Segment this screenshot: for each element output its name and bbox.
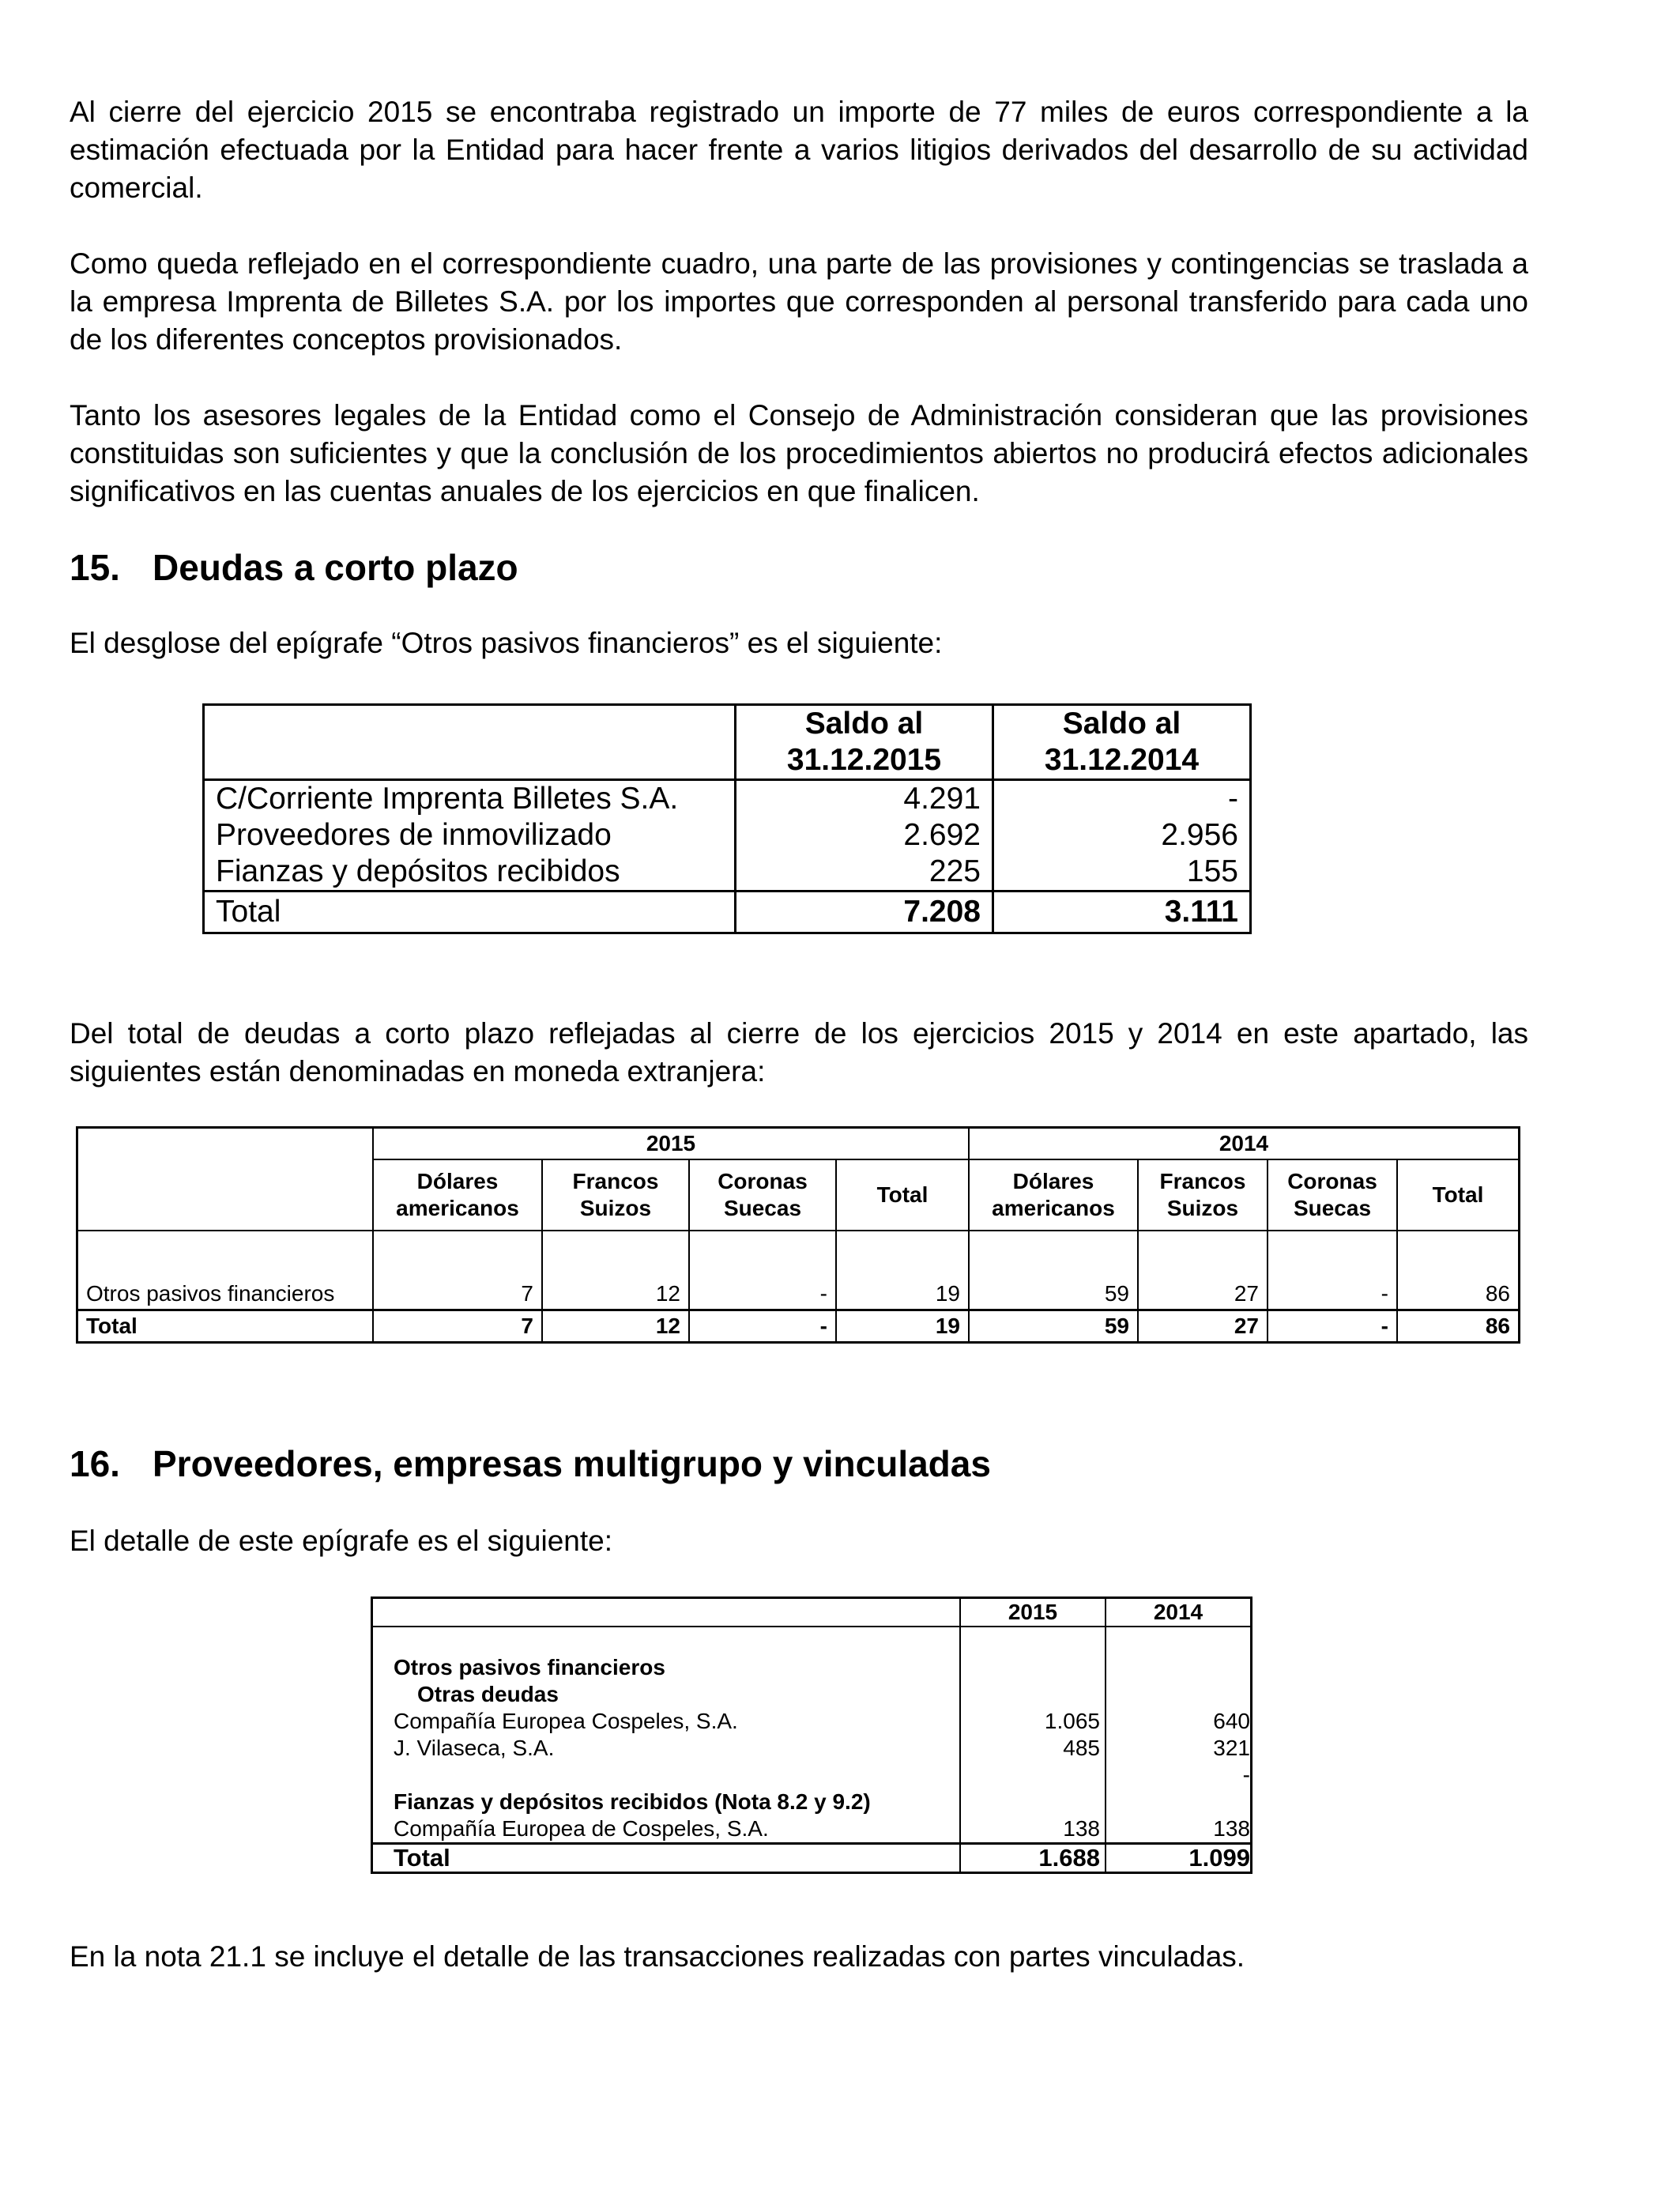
header-2015: 2015 bbox=[960, 1598, 1106, 1627]
section-title: Proveedores, empresas multigrupo y vinculadas bbox=[153, 1443, 991, 1484]
paragraph-desglose: El desglose del epígrafe “Otros pasivos financieros” es el siguiente: bbox=[70, 627, 943, 659]
header-year-2015: 2015 bbox=[373, 1128, 969, 1160]
table-row: J. Vilaseca, S.A. 485 321 bbox=[372, 1735, 1252, 1762]
table-row: C/Corriente Imprenta Billetes S.A. 4.291 - bbox=[204, 780, 1251, 818]
header-total: Total bbox=[1397, 1159, 1520, 1231]
section-title: Deudas a corto plazo bbox=[153, 547, 518, 588]
table-row: Compañía Europea Cospeles, S.A. 1.065 640 bbox=[372, 1708, 1252, 1735]
section-15-heading bbox=[70, 545, 1528, 590]
header-sek: Coronas Suecas bbox=[1268, 1159, 1397, 1231]
header-empty bbox=[77, 1128, 374, 1231]
table-total-row: Total 1.688 1.099 bbox=[372, 1844, 1252, 1873]
header-usd: Dólares americanos bbox=[373, 1159, 542, 1231]
table-proveedores-vinculadas bbox=[371, 1596, 1252, 1874]
header-chf: Francos Suizos bbox=[1138, 1159, 1268, 1231]
header-2014: Saldo al 31.12.2014 bbox=[993, 705, 1251, 780]
table-year-row bbox=[77, 1128, 1520, 1160]
paragraph-asesores: Tanto los asesores legales de la Entidad como el Consejo de Administración consideran que las provisiones constituidas son suficientes y que la conclusión de los procedimientos abiertos no producirá efectos adicionales significativos en las cuentas anuales de los ejercicios en que finalicen. bbox=[70, 399, 1528, 507]
paragraph-litigios: Al cierre del ejercicio 2015 se encontraba registrado un importe de 77 miles de euros correspondiente a la estimación efectuada por la Entidad para hacer frente a varios litigios derivados del desarrollo de su actividad comercial. bbox=[70, 96, 1528, 204]
table-row: Proveedores de inmovilizado 2.692 2.956 bbox=[204, 817, 1251, 854]
group-heading-row: Fianzas y depósitos recibidos (Nota 8.2 y 9.2) bbox=[372, 1789, 1252, 1815]
table-otros-pasivos bbox=[202, 703, 1252, 934]
paragraph-moneda-extranjera: Del total de deudas a corto plazo reflejadas al cierre de los ejercicios 2015 y 2014 en este apartado, las siguientes están denominadas en moneda extranjera: bbox=[70, 1017, 1528, 1088]
header-empty bbox=[204, 705, 736, 780]
header-empty bbox=[372, 1598, 961, 1627]
table-row: Otros pasivos financieros 7 12 - 19 59 27 - 86 bbox=[77, 1231, 1520, 1310]
table-header-row bbox=[204, 705, 1251, 780]
paragraph-detalle: El detalle de este epígrafe es el siguiente: bbox=[70, 1525, 613, 1557]
header-2015: Saldo al 31.12.2015 bbox=[736, 705, 993, 780]
header-2014: 2014 bbox=[1106, 1598, 1252, 1627]
table-header-row bbox=[372, 1598, 1252, 1627]
table-total-row: Total 7 12 - 19 59 27 - 86 bbox=[77, 1310, 1520, 1342]
section-16-heading bbox=[70, 1442, 991, 1486]
table-row: Compañía Europea de Cospeles, S.A. 138 138 bbox=[372, 1815, 1252, 1844]
table-total-row: Total 7.208 3.111 bbox=[204, 892, 1251, 933]
paragraph-traslado: Como queda reflejado en el correspondiente cuadro, una parte de las provisiones y contingencias se traslada a la empresa Imprenta de Billetes S.A. por los importes que corresponden al personal transferido para cada uno de los diferentes conceptos provisionados. bbox=[70, 247, 1528, 356]
subgroup-heading-row: Otras deudas bbox=[372, 1681, 1252, 1708]
header-year-2014: 2014 bbox=[969, 1128, 1520, 1160]
document-page bbox=[70, 93, 1528, 662]
section-number: 16. bbox=[70, 1443, 120, 1484]
group-heading-row: Otros pasivos financieros bbox=[372, 1654, 1252, 1681]
table-moneda-extranjera bbox=[76, 1126, 1520, 1344]
paragraph-nota: En la nota 21.1 se incluye el detalle de las transacciones realizadas con partes vinculadas. bbox=[70, 1940, 1245, 1973]
section-number: 15. bbox=[70, 547, 120, 588]
header-usd: Dólares americanos bbox=[969, 1159, 1138, 1231]
header-total: Total bbox=[836, 1159, 969, 1231]
header-chf: Francos Suizos bbox=[542, 1159, 689, 1231]
table-row: Fianzas y depósitos recibidos 225 155 bbox=[204, 854, 1251, 892]
header-sek: Coronas Suecas bbox=[689, 1159, 836, 1231]
dash-row: - bbox=[372, 1762, 1252, 1789]
